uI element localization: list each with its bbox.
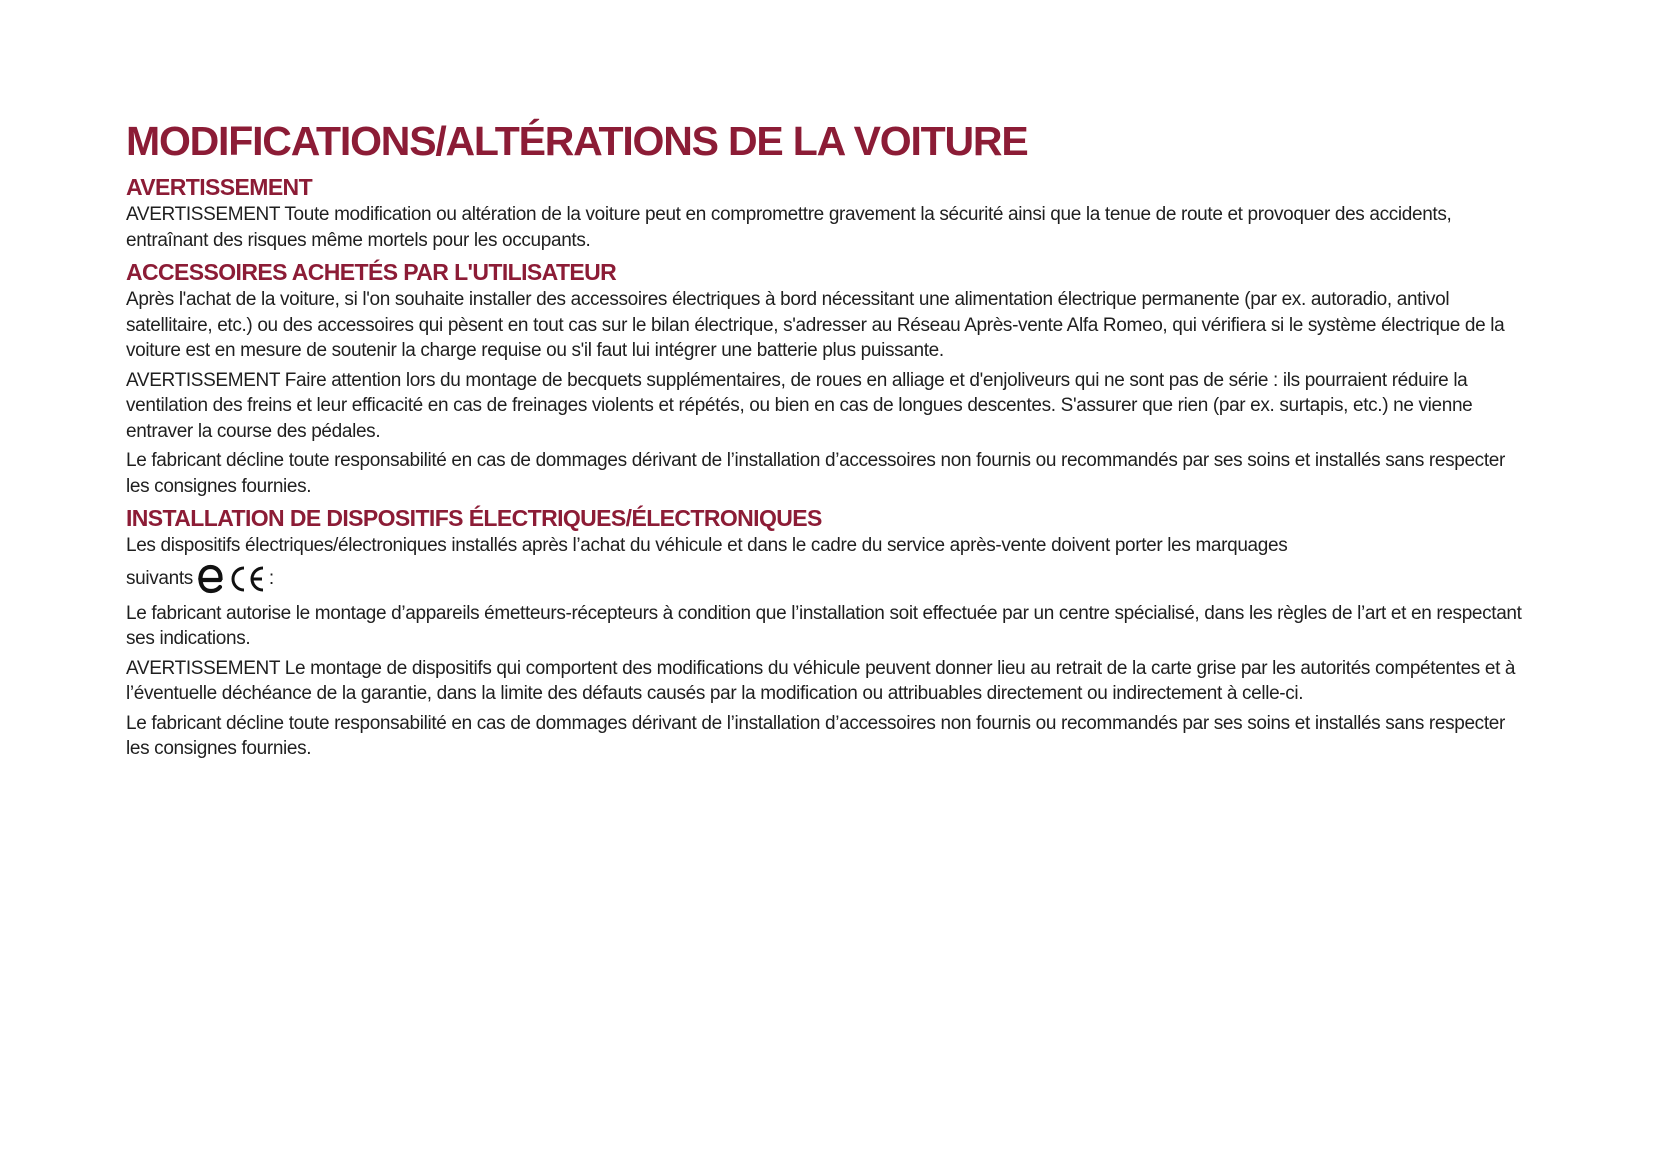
marks-line: [126, 561, 1526, 597]
accessories-paragraph-2: AVERTISSEMENT Faire attention lors du montage de becquets supplémentaires, de roues en alliage et d'enjoliveurs qui ne sont pas de série : ils pourraient réduire la ventilation des freins et leur efficacité en cas de freinages violents et répétés, ou bien en cas de longues descentes. S'assurer que rien (par ex. surtapis, etc.) ne vienne entraver la course des pédales.: [126, 369, 1473, 442]
suivants-text: suivants: [126, 567, 193, 589]
section-heading-accessories: ACCESSOIRES ACHETÉS PAR L'UTILISATEUR: [126, 259, 617, 285]
document-page: [126, 112, 1526, 766]
ce-mark-icon: [229, 564, 267, 594]
marks-colon: :: [268, 568, 275, 589]
accessories-paragraph-3: Le fabricant décline toute responsabilité en cas de dommages dérivant de l’installation d’accessoires non fournis ou recommandés par ses soins et installés sans respecter les consignes fournies.: [126, 450, 1505, 497]
devices-paragraph-1: Les dispositifs électriques/électroniques installés après l’achat du véhicule et dans le cadre du service après-vente doivent porter les marquages: [126, 535, 1288, 556]
devices-paragraph-4: Le fabricant décline toute responsabilité en cas de dommages dérivant de l’installation d’accessoires non fournis ou recommandés par ses soins et installés sans respecter les consignes fournies.: [126, 712, 1505, 759]
accessories-paragraph-1: Après l'achat de la voiture, si l'on souhaite installer des accessoires électriques à bord nécessitant une alimentation électrique permanente (par ex. autoradio, antivol satellitaire, etc.) ou des accessoires qui pèsent en tout cas sur le bilan électrique, s'adresser au Réseau Après-vente Alfa Romeo, qui vérifiera si le système électrique de la voiture est en mesure de soutenir la charge requise ou s'il faut lui intégrer une batterie plus puissante.: [126, 289, 1505, 361]
certification-marks: [195, 562, 267, 596]
warning-paragraph: AVERTISSEMENT Toute modification ou altération de la voiture peut en compromettre gravement la sécurité ainsi que la tenue de route et provoquer des accidents, entraînant des risques même mortels pour les occupants.: [126, 204, 1452, 251]
devices-paragraph-3: AVERTISSEMENT Le montage de dispositifs qui comportent des modifications du véhicule peuvent donner lieu au retrait de la carte grise par les autorités compétentes et à l’éventuelle déchéance de la garantie, dans la limite des défauts causés par la modification ou attribuables directement ou indirectement à celle-ci.: [126, 657, 1516, 704]
page-title: MODIFICATIONS/ALTÉRATIONS DE LA VOITURE: [126, 118, 1028, 164]
devices-paragraph-2: Le fabricant autorise le montage d’appareils émetteurs-récepteurs à condition que l’installation soit effectuée par un centre spécialisé, dans les règles de l’art et en respectant ses indications.: [126, 602, 1522, 649]
section-heading-warning: AVERTISSEMENT: [126, 174, 313, 200]
e-mark-icon: [195, 562, 225, 596]
section-heading-devices: INSTALLATION DE DISPOSITIFS ÉLECTRIQUES/ÉLECTRONIQUES: [126, 505, 822, 531]
